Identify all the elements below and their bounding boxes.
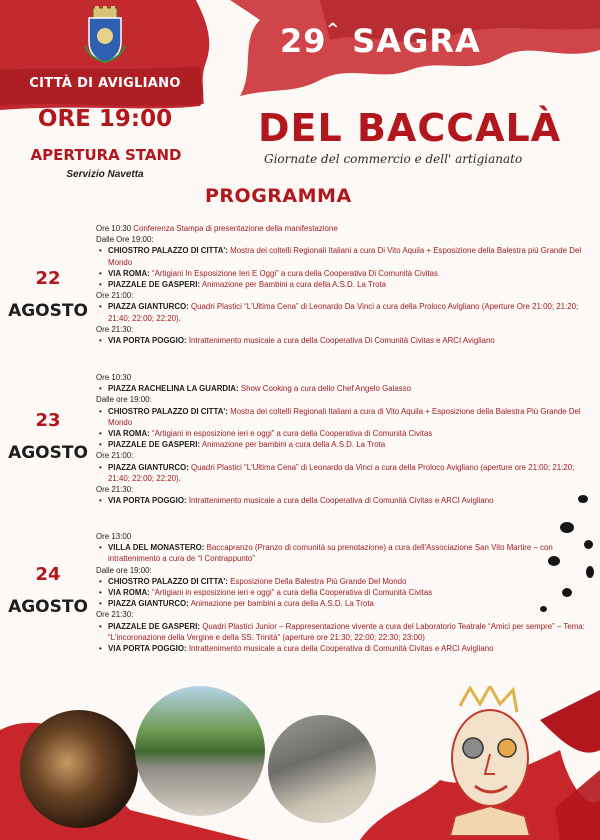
schedule-item xyxy=(96,279,588,290)
child-drawing-illustration xyxy=(435,686,545,836)
schedule-description: Quadri Plastici “L'Ultima Cena” di Leonardo Da Vinci a cura della Proloco Avigliano (Aperture Ore 21:00; 21:20; 21:40; 22:00; 22:20). xyxy=(108,302,579,323)
schedule-place: PIAZZALE DE GASPERI: xyxy=(108,621,201,631)
schedule-item xyxy=(96,428,588,439)
decor-dot xyxy=(562,588,572,597)
schedule-time-line xyxy=(96,234,588,245)
decor-dot xyxy=(548,556,560,566)
edition-suffix: ^ xyxy=(326,20,341,39)
schedule-time: Ore 21:30: xyxy=(96,324,134,334)
schedule-description: Animazione per bambini a cura della A.S.D. La Trota xyxy=(190,599,374,609)
schedule-item xyxy=(96,335,588,346)
schedule-day-24 xyxy=(96,531,588,654)
schedule-item xyxy=(96,598,588,609)
crowd-photo xyxy=(135,686,265,816)
schedule-time: Ore 21:00: xyxy=(96,291,134,301)
day-number: 22 xyxy=(35,268,61,289)
schedule-place: CHIOSTRO PALAZZO DI CITTA': xyxy=(108,576,228,586)
schedule-day-23 xyxy=(96,372,588,506)
schedule-place: PIAZZA RACHELINA LA GUARDIA: xyxy=(108,384,239,394)
event-subtitle: Giornate del commercio e dell' artigianato xyxy=(264,152,523,166)
schedule-time-line xyxy=(96,484,588,495)
schedule-time: Ore 10:30 xyxy=(96,224,132,233)
schedule-description: Quadri Plastici Junior – Rappresentazione vivente a cura del Laboratorio Teatrale “Amici per sempre” – Tema: “L'incoronazione della Vergine e della SS. Trinità” (aperture ore 21:30; 22:00; 22:30; 23:00) xyxy=(108,621,585,642)
program-heading: PROGRAMMA xyxy=(205,185,352,207)
schedule-place: VIA ROMA: xyxy=(108,588,150,598)
schedule-place: VIA ROMA: xyxy=(108,268,150,278)
schedule-item xyxy=(96,587,588,598)
schedule-place: VIA PORTA POGGIO: xyxy=(108,644,187,654)
schedule-description: “Artigiani in esposizione ieri e oggi” a cura della Cooperativa di Comunità Civitas xyxy=(152,429,433,439)
schedule-time: Ore 21:00: xyxy=(96,451,134,461)
schedule-item xyxy=(96,542,588,564)
schedule-place: VIA ROMA: xyxy=(108,429,150,439)
schedule-time-line xyxy=(96,324,588,335)
opening-time: ORE 19:00 xyxy=(37,106,173,132)
schedule-time-line xyxy=(96,531,588,542)
schedule-time-line xyxy=(96,372,588,383)
coat-of-arms-icon xyxy=(83,6,127,64)
schedule-place: VILLA DEL MONASTERO: xyxy=(108,543,205,553)
decor-dot xyxy=(578,495,588,503)
schedule-description: Intrattenimento musicale a cura della Cooperativa di Comunità Civitas e ARCI Avigliano xyxy=(188,644,494,654)
decor-dot xyxy=(560,522,574,533)
schedule-item xyxy=(96,439,588,450)
schedule-place: PIAZZALE DE GASPERI: xyxy=(108,280,201,290)
schedule-time-line xyxy=(96,223,588,234)
schedule-description: Esposizione Della Balestra Più Grande Del Mondo xyxy=(230,576,407,586)
monument-photo xyxy=(268,715,376,823)
schedule-time: Ore 13:00 xyxy=(96,532,132,541)
decor-dot xyxy=(586,566,594,578)
city-name: CITTÀ DI AVIGLIANO xyxy=(29,76,181,91)
schedule-time-line xyxy=(96,609,588,620)
schedule-item xyxy=(96,643,588,654)
schedule-time-line xyxy=(96,565,588,576)
schedule-item xyxy=(96,301,588,323)
edition-number: 29 xyxy=(280,22,327,60)
schedule-item xyxy=(96,495,588,506)
schedule-description: Conferenza Stampa di presentazione della manifestazione xyxy=(133,224,338,233)
schedule-time: Dalle Ore 19:00: xyxy=(96,235,154,245)
schedule-time: Dalle ore 19:00: xyxy=(96,565,152,575)
schedule-place: VIA PORTA POGGIO: xyxy=(108,496,187,506)
schedule-place: CHIOSTRO PALAZZO DI CITTA': xyxy=(108,406,228,416)
schedule-item xyxy=(96,576,588,587)
schedule-description: “Artigiani in esposizione ieri e oggi” a cura della Cooperativa di Comunità Civitas xyxy=(152,588,433,598)
schedule-description: Mostra dei coltelli Regionali Italiani a cura Di Vito Aquila + Esposizione della Balestra più Grande Del Mondo xyxy=(108,246,582,267)
schedule-description: “Artigiani In Esposizione Ieri E Oggi” a cura della Cooperativa Di Comunità Civitas xyxy=(152,268,438,278)
schedule-description: Mostra dei coltelli Regionali Italiani a cura di Vito Aquila + Esposizione della Balestra Più Grande Del Mondo xyxy=(108,406,581,427)
decor-dot xyxy=(540,606,547,612)
edition-heading xyxy=(280,22,481,60)
day-label-24 xyxy=(0,564,96,617)
schedule-place: PIAZZALE DE GASPERI: xyxy=(108,440,201,450)
decor-dot xyxy=(584,540,593,549)
day-label-22 xyxy=(0,268,96,321)
schedule-time: Dalle ore 19:00: xyxy=(96,395,152,405)
schedule-time: Ore 21:30: xyxy=(96,485,134,495)
schedule-place: CHIOSTRO PALAZZO DI CITTA': xyxy=(108,246,228,256)
event-title: DEL BACCALÀ xyxy=(258,106,562,150)
schedule-time: Ore 21:30: xyxy=(96,610,134,620)
day-number: 23 xyxy=(35,410,61,431)
schedule-place: PIAZZA GIANTURCO: xyxy=(108,599,189,609)
shuttle-service: Servizio Navetta xyxy=(66,169,144,180)
schedule-description: Quadri Plastici “L'Ultima Cena” di Leonardo da Vinci a cura della Proloco Avigliano (aperture ore 21:00; 21:20; 21:40; 22:00; 22:20). xyxy=(108,462,575,483)
schedule-item xyxy=(96,268,588,279)
city-logo xyxy=(0,0,205,108)
painting-photo xyxy=(20,710,138,828)
schedule-time-line xyxy=(96,394,588,405)
schedule-item xyxy=(96,406,588,428)
day-label-23 xyxy=(0,410,96,463)
schedule-time-line xyxy=(96,450,588,461)
schedule-item xyxy=(96,245,588,267)
schedule-day-22 xyxy=(96,223,588,346)
photo-strip xyxy=(0,680,600,840)
schedule-place: PIAZZA GIANTURCO: xyxy=(108,302,189,312)
schedule-description: Intrattenimento musicale a cura della Cooperativa di Comunità Civitas e ARCI Avigliano xyxy=(188,496,494,506)
edition-word: SAGRA xyxy=(352,22,481,60)
schedule-place: PIAZZA GIANTURCO: xyxy=(108,462,189,472)
schedule-description: Animazione per Bambini a cura della A.S.D. La Trota xyxy=(201,280,387,290)
schedule-time-line xyxy=(96,290,588,301)
day-number: 24 xyxy=(35,564,61,585)
day-month: AGOSTO xyxy=(8,443,88,463)
schedule-item xyxy=(96,621,588,643)
opening-label: APERTURA STAND xyxy=(30,146,182,164)
schedule-time: Ore 10:30 xyxy=(96,373,132,382)
day-month: AGOSTO xyxy=(8,301,88,321)
schedule-description: Animazione per bambini a cura della A.S.D. La Trota xyxy=(201,440,386,450)
schedule-description: Intrattenimento musicale a cura della Cooperativa Di Comunità Civitas e ARCI Avigliano xyxy=(188,336,495,346)
schedule-place: VIA PORTA POGGIO: xyxy=(108,336,187,346)
day-month: AGOSTO xyxy=(8,597,88,617)
schedule-item xyxy=(96,383,588,394)
schedule-item xyxy=(96,462,588,484)
schedule-description: Baccapranzo (Pranzo di comunità su prenotazione) a cura dell'Associazione San Vito Martire – con intrattenimento a cura de “I Contrappunto” xyxy=(108,543,553,564)
schedule-description: Show Cooking a cura dello Chef Angelo Galasso xyxy=(240,384,412,394)
